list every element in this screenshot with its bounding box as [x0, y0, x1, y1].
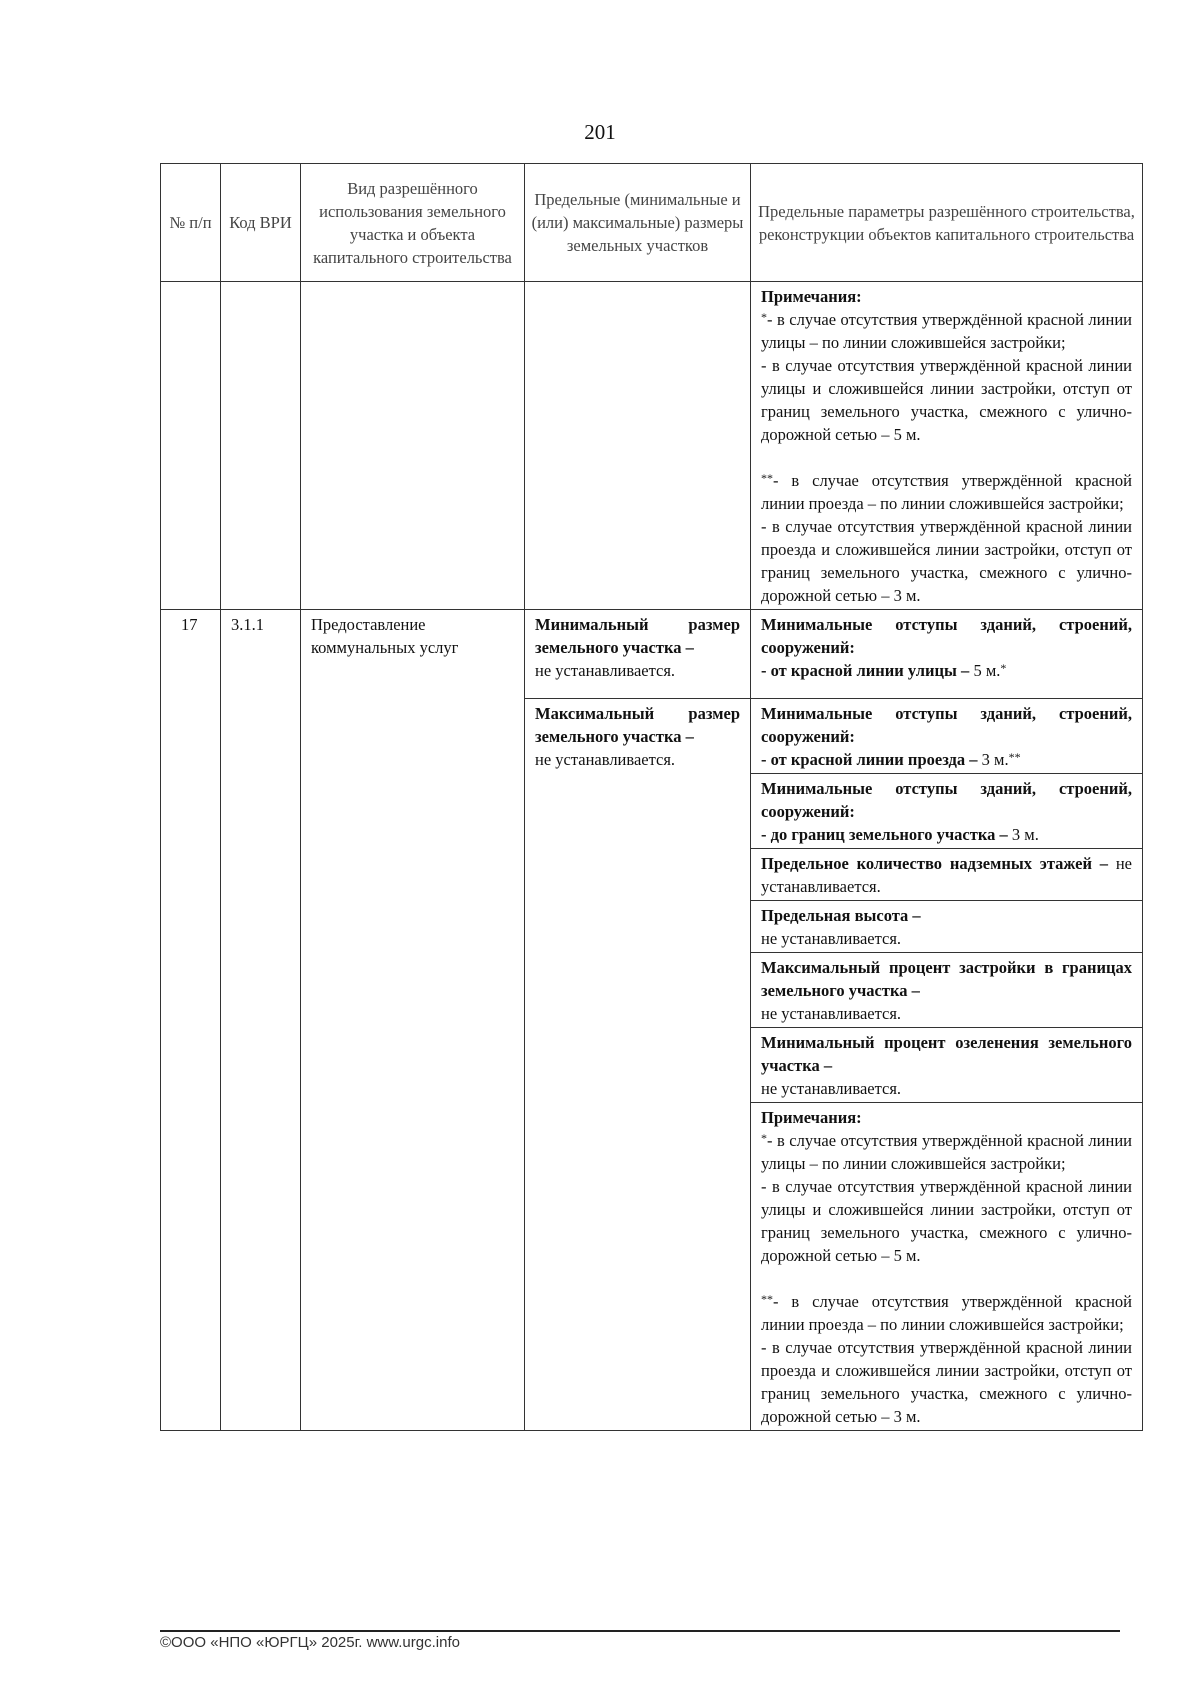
footnote-mark: * — [1000, 661, 1007, 675]
footnote-mark: * — [761, 310, 767, 324]
param-value: 3 м. — [1007, 825, 1039, 844]
param-label: Предельное количество надземных этажей – — [761, 854, 1109, 873]
param-value: не устанавливается. — [761, 854, 1132, 896]
note-text: - в случае отсутствия утверждённой красной линии проезда и сложившейся линии застройки, отступ от границ земельного участка, смежного с улично-дорожной сетью – 3 м. — [761, 1338, 1132, 1426]
param-label: Предельная высота – — [761, 906, 921, 925]
land-use-table — [160, 163, 1143, 1431]
param-value: не устанавливается. — [761, 929, 902, 948]
param-cell — [751, 610, 1143, 699]
header-code: Код ВРИ — [221, 164, 301, 282]
max-size-cell — [525, 699, 751, 1431]
note-text: - в случае отсутствия утверждённой красной линии улицы и сложившейся линии застройки, отступ от границ земельного участка, смежного с улично-дорожной сетью – 5 м. — [761, 1177, 1132, 1265]
param-label: Минимальный процент озеленения земельного участка – — [761, 1033, 1132, 1075]
param-value: не устанавливается. — [761, 1079, 902, 1098]
footnote-mark: ** — [761, 1292, 773, 1306]
note-text: - в случае отсутствия утверждённой красной линии улицы и сложившейся линии застройки, отступ от границ земельного участка, смежного с улично-дорожной сетью – 5 м. — [761, 356, 1132, 444]
footnote-mark: ** — [761, 471, 773, 485]
param-cell — [751, 699, 1143, 774]
min-size-cell — [525, 610, 751, 699]
notes-cell — [751, 1103, 1143, 1431]
notes-title: Примечания: — [761, 287, 862, 306]
note-text: - в случае отсутствия утверждённой красной линии проезда – по линии сложившейся застройки; — [761, 471, 1132, 513]
header-kind: Вид разрешённого использования земельного участка и объекта капитального строительства — [301, 164, 525, 282]
footer-text: ©ООО «НПО «ЮРГЦ» 2025г. www.urgc.info — [160, 1634, 460, 1651]
min-size-value: не устанавливается. — [535, 661, 676, 680]
param-cell — [751, 1028, 1143, 1103]
table-row — [161, 282, 1143, 610]
notes-title: Примечания: — [761, 1108, 862, 1127]
param-label: Минимальные отступы зданий, строений, сооружений: — [761, 704, 1132, 746]
param-line: - от красной линии улицы – — [761, 661, 970, 680]
param-line: - до границ земельного участка – — [761, 825, 1008, 844]
min-size-label: Минимальный размер земельного участка – — [535, 615, 740, 657]
row-code: 3.1.1 — [221, 610, 301, 1431]
param-cell — [751, 774, 1143, 849]
table-row — [161, 610, 1143, 699]
param-cell — [751, 901, 1143, 953]
param-value: не устанавливается. — [761, 1004, 902, 1023]
note-text: - в случае отсутствия утверждённой красной линии проезда – по линии сложившейся застройки; — [761, 1292, 1132, 1334]
note-text: - в случае отсутствия утверждённой красной линии улицы – по линии сложившейся застройки; — [761, 310, 1132, 352]
row-kind: Предоставление коммунальных услуг — [301, 610, 525, 1431]
param-value: 3 м. — [977, 750, 1009, 769]
param-label: Максимальный процент застройки в границах земельного участка – — [761, 958, 1132, 1000]
header-size: Предельные (минимальные и (или) максимальные) размеры земельных участков — [525, 164, 751, 282]
param-line: - от красной линии проезда – — [761, 750, 978, 769]
header-num: № п/п — [161, 164, 221, 282]
note-text: - в случае отсутствия утверждённой красной линии проезда и сложившейся линии застройки, отступ от границ земельного участка, смежного с улично-дорожной сетью – 3 м. — [761, 517, 1132, 605]
param-cell — [751, 849, 1143, 901]
note-text: - в случае отсутствия утверждённой красной линии улицы – по линии сложившейся застройки; — [761, 1131, 1132, 1173]
max-size-value: не устанавливается. — [535, 750, 676, 769]
param-cell — [751, 953, 1143, 1028]
param-value: 5 м. — [969, 661, 1001, 680]
max-size-label: Максимальный размер земельного участка – — [535, 704, 740, 746]
page-number: 201 — [584, 120, 616, 144]
row-number: 17 — [161, 610, 221, 1431]
footnote-mark: * — [761, 1131, 767, 1145]
table-header-row — [161, 164, 1143, 282]
header-params: Предельные параметры разрешённого строительства, реконструкции объектов капитального строительства — [751, 164, 1143, 282]
param-label: Минимальные отступы зданий, строений, сооружений: — [761, 615, 1132, 657]
param-label: Минимальные отступы зданий, строений, сооружений: — [761, 779, 1132, 821]
notes-cell — [751, 282, 1143, 610]
footer-divider — [160, 1630, 1120, 1632]
footnote-mark: ** — [1008, 750, 1021, 764]
